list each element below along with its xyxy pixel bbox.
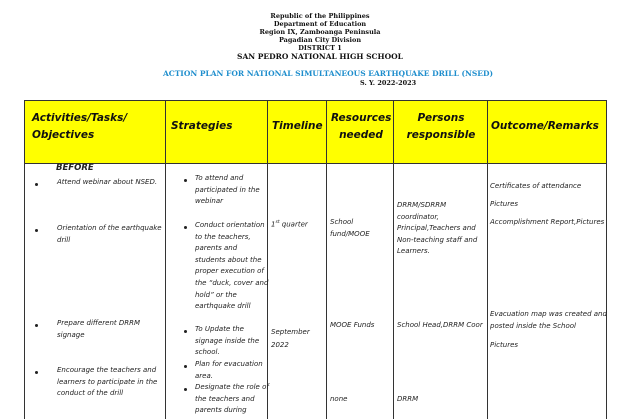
- text-line: needed: [339, 129, 383, 141]
- text-line: To attend and: [195, 174, 244, 182]
- strategy-item: [195, 382, 269, 417]
- text-line: Encourage the teachers and: [57, 366, 157, 374]
- text-line: to the teachers,: [195, 232, 251, 241]
- text-line: fund/MOOE: [330, 229, 370, 238]
- letterhead-line: Region IX, Zamboanga Peninsula: [259, 28, 381, 36]
- text-line: Principal,Teachers and: [397, 224, 476, 233]
- text-line: posted inside the School: [490, 321, 576, 330]
- letterhead-line: Republic of the Philippines: [270, 12, 370, 20]
- text-line: parents during: [195, 406, 247, 415]
- outcome-item: Pictures: [490, 200, 519, 208]
- text-line: area.: [195, 371, 213, 380]
- text-line: Plan for evacuation: [195, 360, 263, 368]
- bullet-icon: [35, 229, 38, 232]
- table-column-divider: [487, 100, 488, 419]
- text-line: Persons: [417, 112, 465, 124]
- text-line: MOOE Funds: [330, 321, 375, 329]
- text-line: Prepare different DRRM: [57, 319, 141, 327]
- text-line: 2022: [271, 341, 289, 349]
- bullet-icon: [35, 183, 38, 186]
- text-line: Evacuation map was created and: [490, 310, 607, 318]
- table-column-divider: [326, 100, 327, 419]
- text-line: Attend webinar about NSED.: [57, 178, 158, 186]
- text-line: signage inside the: [195, 336, 260, 345]
- text-line: quarter: [279, 220, 308, 229]
- column-header-outcome: Outcome/Remarks: [491, 120, 599, 132]
- text-line: Non-teaching staff and: [397, 235, 478, 244]
- text-line: School: [330, 218, 354, 226]
- text-line: DRRM/SDRRM: [397, 201, 447, 209]
- text-line: webinar: [195, 197, 224, 206]
- strategy-item: [195, 359, 263, 382]
- resource-item: [330, 394, 347, 406]
- section-label: BEFORE: [56, 163, 94, 173]
- column-header-activities: [32, 110, 127, 144]
- column-header-resources: [331, 110, 391, 144]
- table-column-divider: [24, 100, 25, 419]
- strategy-item: [195, 324, 259, 359]
- school-year: S. Y. 2022-2023: [360, 79, 417, 87]
- outcome-item: Pictures: [490, 341, 519, 349]
- school-name: SAN PEDRO NATIONAL HIGH SCHOOL: [237, 52, 403, 61]
- activity-item: [57, 365, 157, 400]
- resource-item: [330, 217, 370, 240]
- timeline-quarter: [271, 217, 308, 231]
- column-header-persons: [400, 110, 482, 144]
- bullet-icon: [184, 388, 187, 391]
- bullet-icon: [184, 179, 187, 182]
- table-column-divider: [606, 100, 607, 419]
- activity-item: [57, 318, 140, 341]
- text-line: responsible: [406, 129, 476, 141]
- text-line: earthquake drill: [195, 302, 251, 311]
- bullet-icon: [184, 330, 187, 333]
- bullet-icon: [184, 226, 187, 229]
- letterhead-line: Department of Education: [273, 20, 367, 28]
- text-line: Learners.: [397, 247, 430, 256]
- text-line: conduct of the drill: [57, 389, 124, 398]
- text-line: Resources: [331, 112, 392, 124]
- person-responsible: [397, 200, 477, 258]
- strategy-item: [195, 220, 268, 313]
- strategy-item: [195, 173, 260, 208]
- text-line: Conduct orientation: [195, 221, 265, 229]
- text-line: proper execution of: [195, 267, 264, 276]
- letterhead-line: Pagadian City Division: [278, 36, 362, 44]
- person-responsible: [397, 320, 483, 332]
- text-line: Orientation of the earthquake: [57, 224, 162, 232]
- bullet-icon: [35, 324, 38, 327]
- text-line: parents and: [195, 244, 238, 253]
- activity-item: [57, 177, 157, 189]
- bullet-icon: [35, 371, 38, 374]
- text-line: drill: [57, 235, 71, 244]
- text-line: participated in the: [195, 185, 260, 194]
- activity-item: [57, 223, 162, 246]
- text-line: hold” or the: [195, 290, 237, 299]
- timeline-month: [271, 326, 310, 352]
- letterhead-line: DISTRICT 1: [298, 44, 342, 52]
- outcome-item: Certificates of attendance: [490, 182, 582, 190]
- bullet-icon: [184, 365, 187, 368]
- outcome-item: [490, 309, 607, 332]
- text-line: none: [330, 395, 348, 403]
- text-line: learners to participate in the: [57, 377, 158, 386]
- text-line: coordinator,: [397, 212, 439, 221]
- text-line: st: [275, 220, 280, 225]
- resource-item: [330, 320, 374, 332]
- person-responsible: [397, 394, 418, 406]
- text-line: Objectives: [32, 129, 95, 141]
- text-line: the teachers and: [195, 394, 255, 403]
- table-column-divider: [165, 100, 166, 419]
- text-line: the “duck, cover and: [195, 278, 269, 287]
- text-line: Designate the role of: [195, 383, 269, 391]
- text-line: signage: [57, 330, 85, 339]
- text-line: school.: [195, 348, 220, 357]
- table-column-divider: [393, 100, 394, 419]
- document-title: ACTION PLAN FOR NATIONAL SIMULTANEOUS EARTHQUAKE DRILL (NSED): [162, 69, 494, 78]
- outcome-item: Accomplishment Report,Pictures: [490, 218, 605, 226]
- text-line: September: [271, 328, 310, 336]
- text-line: To Update the: [195, 325, 244, 333]
- column-header-timeline: Timeline: [272, 120, 323, 132]
- text-line: School Head,DRRM Coor: [397, 321, 483, 329]
- text-line: 1: [271, 220, 276, 229]
- text-line: DRRM: [397, 395, 419, 403]
- text-line: Activities/Tasks/: [32, 112, 128, 124]
- column-header-strategies: Strategies: [171, 120, 233, 132]
- text-line: students about the: [195, 255, 262, 264]
